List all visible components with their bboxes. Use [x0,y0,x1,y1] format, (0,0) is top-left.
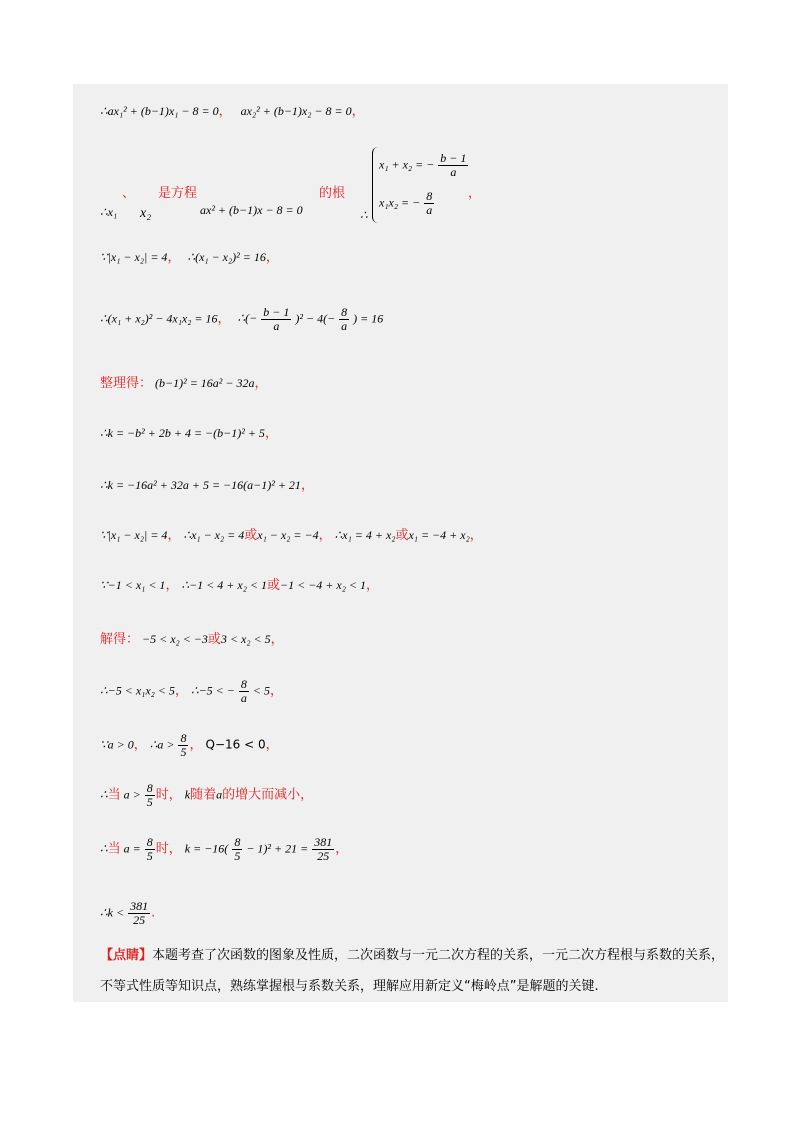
or-label: 或 [244,528,258,543]
equation: ∴k = −b² + 2b + 4 = −(b−1)² + 5 [100,426,265,440]
time-label: 时， [155,841,182,857]
equation-line-8 [100,524,483,543]
or-label: 或 [266,578,280,593]
is-equation-label: 是方程 [158,186,198,201]
inequality: −5 < x₂ < −3 [142,632,208,646]
expr-part: )² − 4(− [295,311,336,326]
denominator: a [273,319,280,333]
denominator: a [426,203,433,217]
denominator: 25 [133,913,146,927]
product-of-roots [379,190,435,217]
equation-line-5 [100,372,268,391]
dun-mark: 、 [122,186,136,201]
punct: ， [468,186,482,201]
equation: ∵|x₁ − x₂| = 4 [100,528,168,542]
expr-part: ∴(− [237,311,258,326]
punct: ， [265,737,279,753]
key-point-note [100,940,728,1002]
denominator: 25 [317,849,330,863]
equation-line-3 [100,246,279,265]
equation: ax₂² + (b−1)x₂ − 8 = 0 [240,104,352,118]
equation: ∴x₁ = 4 + x₂ [334,528,396,542]
equation-line-12 [100,732,279,759]
denominator: 5 [146,795,153,809]
punct: ， [218,104,232,119]
note-text: 本题考查了次函数的图象及性质，二次函数与一元二次方程的关系，一元二次方程根与系数的关系，不等式性质等知识点，熟练掌握根与系数关系，理解应用新定义“梅岭点”是解题的关键. [100,948,725,994]
punct: ， [318,528,332,543]
fraction [312,836,334,863]
therefore-symbol: ∴ [360,208,368,222]
equation-line-13 [100,782,313,809]
equation-line-4 [100,306,383,333]
numerator: 8 [146,781,153,795]
monotonic-statement: 的增大而减小， [222,787,314,803]
or-label: 或 [395,528,409,543]
fraction [261,306,291,333]
fraction [339,306,349,333]
equation-line-7 [100,474,314,493]
therefore-symbol: ∴ [100,787,108,802]
numerator: 8 [341,305,348,319]
solve-label: 解得： [100,632,140,647]
or-label: 或 [207,632,221,647]
equation: ∴(x₁ − x₂)² = 16 [187,250,266,264]
numerator: 8 [426,189,433,203]
numerator: 8 [180,731,187,745]
punct: ， [189,737,203,753]
equation-line-11 [100,678,283,705]
inequality: 3 < x₂ < 5 [220,632,271,646]
punct: ， [264,426,278,441]
punct: . [151,905,156,921]
denominator: a [450,165,457,179]
expr-part: ) = 16 [353,311,384,326]
inequality: −1 < −4 + x₂ < 1 [280,578,366,592]
numerator: 381 [314,835,333,849]
inequality: ∴−5 < x₁x₂ < 5 [100,683,175,698]
a-symbol: a [216,787,223,802]
fraction [239,678,249,705]
equation: ∴k = −16a² + 32a + 5 = −16(a−1)² + 21 [100,478,301,492]
denominator: a [341,319,348,333]
quadratic-equation: ax² + (b−1)x − 8 = 0 [200,203,303,217]
numerator: b − 1 [440,151,467,165]
vieta-system [372,147,473,223]
equation: ∴(x₁ + x₂)² − 4x₁x₂ = 16 [100,311,218,326]
expr-part: k = −16( [184,841,229,856]
sum-lhs: x₁ + x₂ = − [379,157,435,172]
punct: ， [174,683,188,699]
punct: ， [217,311,231,327]
fraction [128,900,150,927]
equation: ∵|x₁ − x₂| = 4 [100,250,168,264]
expr-part: − 1)² + 21 = [246,841,309,856]
fraction [424,190,434,217]
punct: ， [366,578,380,593]
equation-line-14 [100,836,348,863]
therefore-x1: ∴x₁ [100,205,118,219]
punct: ， [254,376,268,391]
denominator: 5 [180,745,187,759]
fraction [145,836,155,863]
punct: ， [265,250,279,265]
therefore-symbol: ∴ [100,841,108,856]
product-lhs: x₁x₂ = − [379,195,421,210]
equation-line-1 [100,100,365,119]
x2-symbol: x₂ [140,206,152,221]
numerator: 8 [146,835,153,849]
inequality: ∵−1 < x₁ < 1 [100,578,166,592]
k-symbol: k [184,787,191,802]
sum-of-roots [379,152,469,179]
punct: ， [335,841,349,857]
punct: ， [300,478,314,493]
equation: x₁ = −4 + x₂ [408,528,470,542]
punct: ， [351,104,365,119]
fraction [438,152,468,179]
inequality: ∴−1 < 4 + x₂ < 1 [181,578,267,592]
punct: ， [270,632,284,647]
denominator: 5 [234,849,241,863]
punct: ， [469,528,483,543]
equation: x₁ − x₂ = −4 [257,528,319,542]
simplify-label: 整理得： [100,376,153,391]
denominator: 5 [146,849,153,863]
fraction [232,836,242,863]
numerator: 381 [130,899,149,913]
punct: ， [133,737,147,753]
denominator: a [240,691,247,705]
numerator: 8 [240,677,247,691]
inequality: ∴−5 < − [190,683,235,698]
inequality: ∵a > 0 [100,737,134,752]
time-label: 时， [155,787,182,803]
equation-line-6 [100,422,278,441]
inequality: < 5 [252,683,270,698]
equation-line-10 [100,628,284,647]
inequality: ∴a > [149,737,175,752]
condition: a = [123,841,141,856]
numerator: 8 [234,835,241,849]
condition: a > [123,787,141,802]
fraction [145,782,155,809]
when-label: 当 [107,787,121,803]
punct: ， [165,578,179,593]
inequality: Q−16 < 0 [205,737,266,752]
equation: ∴x₁ − x₂ = 4 [183,528,245,542]
punct: ， [270,683,284,699]
fraction [178,732,188,759]
equation: (b−1)² = 16a² − 32a [155,376,255,390]
equation-line-9 [100,574,379,593]
equation-line-15 [100,900,155,927]
punct: ， [167,250,181,265]
when-label: 当 [107,841,121,857]
numerator: b − 1 [263,305,290,319]
with-label: 随着 [190,787,217,803]
note-tag: 【点睛】 [100,948,153,963]
punct: ， [167,528,181,543]
inequality: ∴k < [100,905,125,920]
root-label: 的根 [319,186,346,201]
equation: ∴ax₁² + (b−1)x₁ − 8 = 0 [100,104,219,118]
